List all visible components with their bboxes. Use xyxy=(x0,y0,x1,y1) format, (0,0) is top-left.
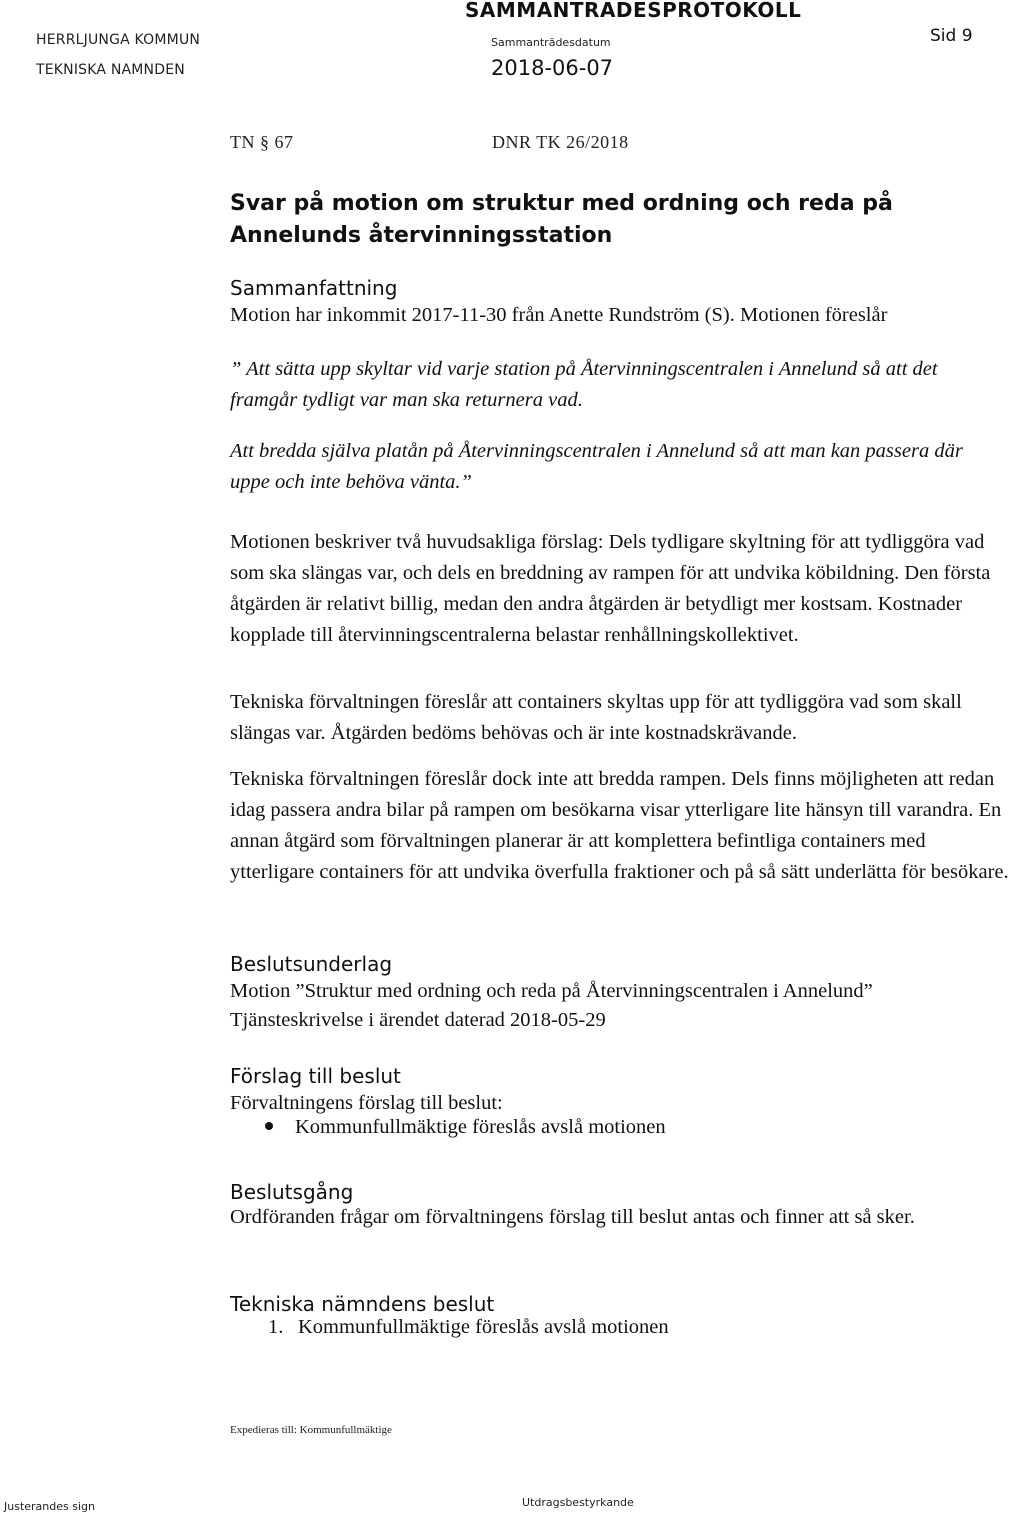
paragraph-number: TN § 67 xyxy=(230,132,294,152)
motion-quote-2: Att bredda själva platån på Återvinningscentralen i Annelund så att man kan passera där uppe och inte behöva vänta.” xyxy=(230,440,963,493)
document-title: Svar på motion om struktur med ordning och reda på Annelunds återvinningsstation xyxy=(230,191,893,248)
section-heading-sammanfattning: Sammanfattning xyxy=(230,276,398,300)
decision-item-text: Kommunfullmäktige föreslås avslå motionen xyxy=(298,1316,669,1338)
committee-name: TEKNISKA NAMNDEN xyxy=(36,62,185,78)
distribution-note: Expedieras till: Kommunfullmäktige xyxy=(230,1424,392,1436)
summary-paragraph-3: Tekniska förvaltningen föreslår dock inte att bredda rampen. Dels finns möjligheten att redan idag passera andra bilar på rampen om besökarna visar ytterligare lite hänsyn till varandra. En annan åtgärd som förvaltningen planerar är att komplettera befintliga containers med ytterligare containers för att undvika överfulla fraktioner och på så sätt underlätta för besökare. xyxy=(230,768,1009,883)
bullet-icon xyxy=(265,1122,273,1130)
section-heading-beslutsunderlag: Beslutsunderlag xyxy=(230,952,393,976)
justerandes-sign-label: Justerandes sign xyxy=(4,1500,95,1513)
diary-number: DNR TK 26/2018 xyxy=(492,132,629,152)
decision-procedure-text: Ordföranden frågar om förvaltningens förslag till beslut antas och finner att så sker. xyxy=(230,1206,915,1228)
proposal-bullet-text: Kommunfullmäktige föreslås avslå motionen xyxy=(295,1116,666,1138)
section-heading-beslut: Tekniska nämndens beslut xyxy=(230,1292,495,1316)
proposal-intro: Förvaltningens förslag till beslut: xyxy=(230,1092,503,1114)
decision-item-number: 1. xyxy=(268,1316,284,1338)
page-number: Sid 9 xyxy=(930,26,973,46)
document-type: SAMMANTRADESPROTOKOLL xyxy=(465,0,802,22)
decision-basis-line-1: Motion ”Struktur med ordning och reda på Återvinningscentralen i Annelund” xyxy=(230,980,873,1002)
proposal-bullet xyxy=(265,1116,666,1139)
decision-basis-line-2: Tjänsteskrivelse i ärendet daterad 2018-05-29 xyxy=(230,1009,606,1031)
motion-quote-1: ” Att sätta upp skyltar vid varje station på Återvinningscentralen i Annelund så att det framgår tydligt var man ska returnera vad. xyxy=(230,358,938,411)
summary-paragraph-2: Tekniska förvaltningen föreslår att containers skyltas upp för att tydliggöra vad som skall slängas var. Åtgärden bedöms behövas och är inte kostnadskrävande. xyxy=(230,691,962,744)
summary-paragraph-1: Motionen beskriver två huvudsakliga förslag: Dels tydligare skyltning för att tydliggöra vad som ska slängas var, och dels en breddning av rampen för att undvika köbildning. Den första åtgärden är relativt billig, medan den andra åtgärden är betydligt mer kostsam. Kostnader kopplade till återvinningscentralerna belastar renhållningskollektivet. xyxy=(230,531,991,646)
decision-item xyxy=(268,1316,669,1339)
meeting-date: 2018-06-07 xyxy=(491,56,614,80)
section-heading-beslutsgang: Beslutsgång xyxy=(230,1180,354,1204)
utdragsbestyrkande-label: Utdragsbestyrkande xyxy=(522,1496,634,1509)
summary-intro: Motion har inkommit 2017-11-30 från Anette Rundström (S). Motionen föreslår xyxy=(230,304,888,326)
municipality-name: HERRLJUNGA KOMMUN xyxy=(36,32,201,48)
date-label: Sammanträdesdatum xyxy=(491,36,611,49)
section-heading-forslag: Förslag till beslut xyxy=(230,1064,401,1088)
